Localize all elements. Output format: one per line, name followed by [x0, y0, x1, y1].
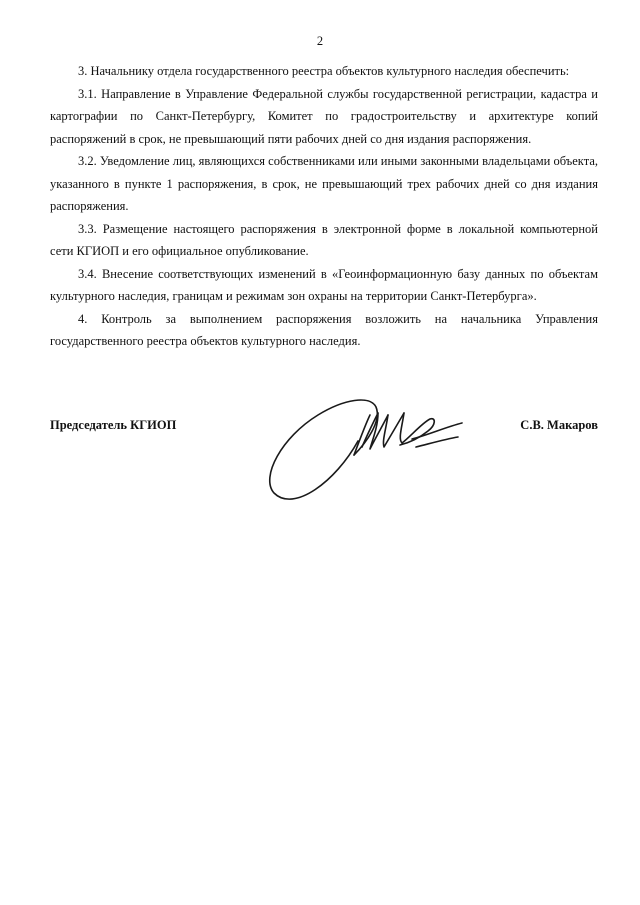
- paragraph-4: 4. Контроль за выполнением распоряжения возложить на начальника Управления государственного реестра объектов культурного наследия.: [50, 311, 598, 348]
- signer-name: С.В. Макаров: [520, 418, 598, 432]
- document-body: [50, 60, 598, 353]
- signer-title: Председатель КГИОП: [50, 418, 177, 432]
- paragraph-3: 3. Начальнику отдела государственного реестра объектов культурного наследия обеспечить:: [78, 64, 570, 78]
- handwritten-signature-icon: [266, 393, 466, 513]
- paragraph-3-4: 3.4. Внесение соответствующих изменений в «Геоинформационную базу данных по объектам культурного наследия, границам и режимам зон охраны на территории Санкт-Петербурга».: [50, 266, 598, 303]
- paragraph-3-2: 3.2. Уведомление лиц, являющихся собственниками или иными законными владельцами объекта, указанного в пункте 1 распоряжения, в срок, не превышающий трех рабочих дней со дня издания распоряжения.: [50, 154, 598, 213]
- paragraph-3-1: 3.1. Направление в Управление Федеральной службы государственной регистрации, кадастра и картографии по Санкт-Петербургу, Комитет по градостроительству и архитектуре копий распоряжений в срок, не превышающий пяти рабочих дней со дня издания распоряжения.: [50, 86, 598, 146]
- paragraph-3-3: 3.3. Размещение настоящего распоряжения в электронной форме в локальной компьютерной сети КГИОП и его официальное опубликование.: [50, 221, 598, 258]
- page-number: 2: [316, 34, 324, 48]
